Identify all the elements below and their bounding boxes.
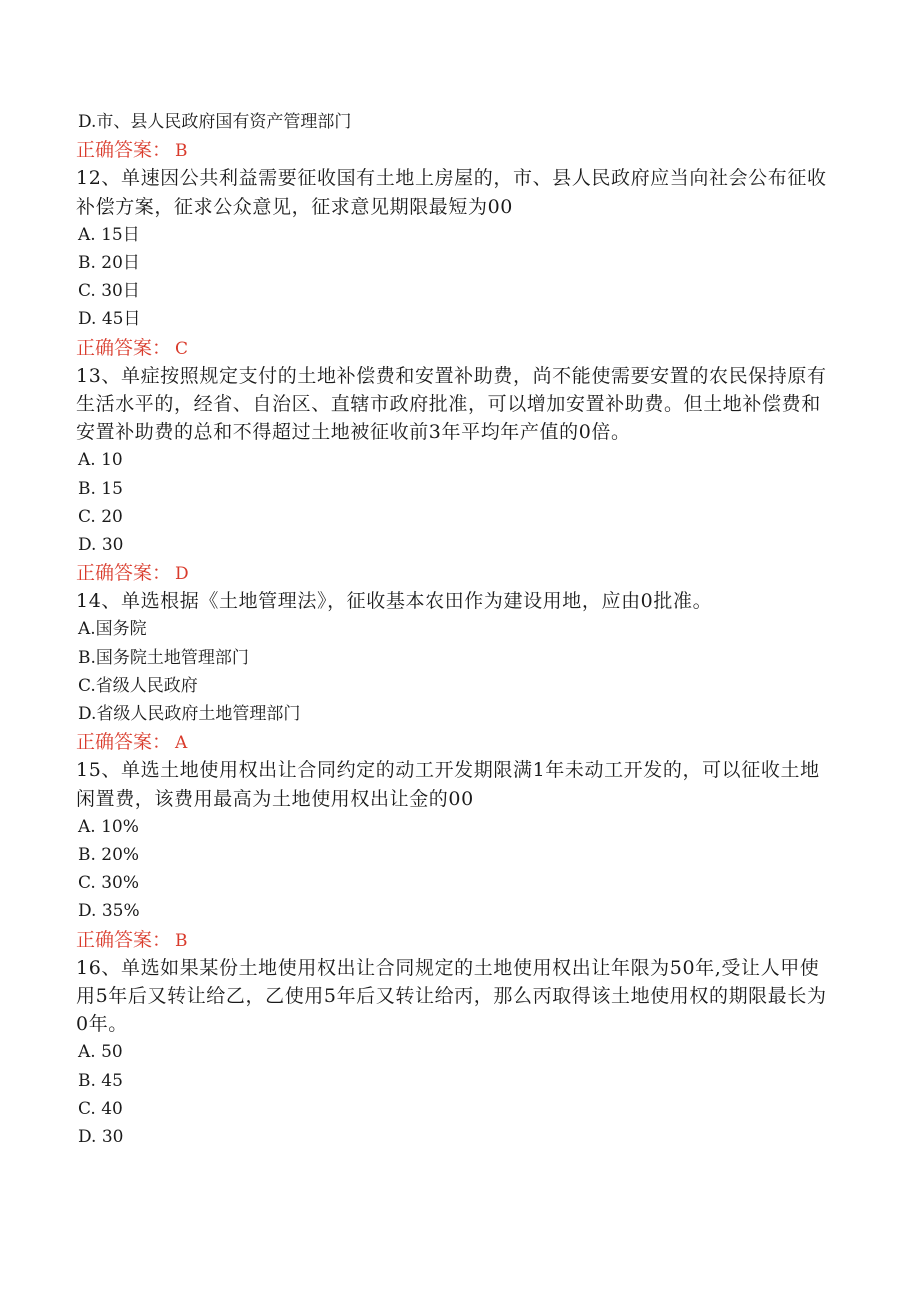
option-c: C.省级人民政府 — [78, 675, 198, 696]
option-c: C. 40 — [78, 1098, 123, 1119]
answer-label: 正确答案： — [76, 139, 172, 162]
answer-value: A — [175, 733, 188, 754]
question-text: 13、单症按照规定支付的土地补偿费和安置补助费，尚不能使需要安置的农民保持原有生活水平的，经省、自治区、直辖市政府批准，可以增加安置补助费。但土地补偿费和安置补助费的总和不得超过土地被征收前3年平均年产值的0倍。 — [76, 364, 827, 444]
question-text: 14、单选根据《土地管理法》，征收基本农田作为建设用地，应由0批准。 — [76, 590, 713, 613]
option-d: D. 30 — [78, 1126, 124, 1147]
correct-answer — [76, 559, 836, 587]
question-16 — [76, 954, 836, 1151]
question-text: 15、单选土地使用权出让合同约定的动工开发期限满1年未动工开发的，可以征收土地闲置费，该费用最高为土地使用权出让金的00 — [76, 759, 820, 810]
answer-value: B — [175, 141, 188, 162]
option-a: A. 50 — [78, 1042, 123, 1063]
correct-answer — [76, 728, 836, 756]
document-page — [76, 108, 836, 1151]
correct-answer — [76, 926, 836, 954]
question-text: 12、单速因公共利益需要征收国有土地上房屋的，市、县人民政府应当向社会公布征收补偿方案，征求公众意见，征求意见期限最短为00 — [76, 167, 827, 218]
option-a: A. 15日 — [78, 224, 140, 245]
option-b: B. 20日 — [78, 252, 140, 273]
correct-answer — [76, 334, 836, 362]
question-text: 16、单选如果某份土地使用权出让合同规定的土地使用权出让年限为50年,受让人甲使用5年后又转让给乙，乙使用5年后又转让给丙，那么丙取得该土地使用权的期限最长为0年。 — [76, 956, 827, 1036]
question-13 — [76, 362, 836, 588]
answer-label: 正确答案： — [76, 731, 172, 754]
question-14 — [76, 587, 836, 756]
answer-value: D — [175, 564, 189, 585]
option-c: C. 30日 — [78, 281, 140, 302]
answer-label: 正确答案： — [76, 562, 172, 585]
question-12 — [76, 164, 836, 361]
option-d: D. 30 — [78, 534, 124, 555]
answer-value: C — [175, 338, 189, 359]
option-b: B. 20% — [78, 845, 140, 865]
option-b: B. 45 — [78, 1070, 123, 1091]
leading-answer — [76, 136, 836, 164]
option-c: C. 20 — [78, 506, 123, 527]
option-d: D.省级人民政府土地管理部门 — [78, 704, 301, 725]
answer-label: 正确答案： — [76, 928, 172, 951]
option-a: A. 10% — [78, 816, 139, 837]
option-c: C. 30% — [78, 873, 139, 894]
option-a: A.国务院 — [78, 619, 147, 640]
option-b: B. 15 — [78, 478, 123, 499]
answer-label: 正确答案： — [76, 336, 172, 359]
question-15 — [76, 756, 836, 953]
leading-option: D.市、县人民政府国有资产管理部门 — [78, 112, 352, 132]
option-a: A. 10 — [78, 450, 123, 471]
answer-value: B — [175, 930, 188, 951]
option-d: D. 45日 — [78, 309, 141, 330]
option-d: D. 35% — [78, 901, 140, 922]
option-b: B.国务院土地管理部门 — [78, 647, 249, 668]
